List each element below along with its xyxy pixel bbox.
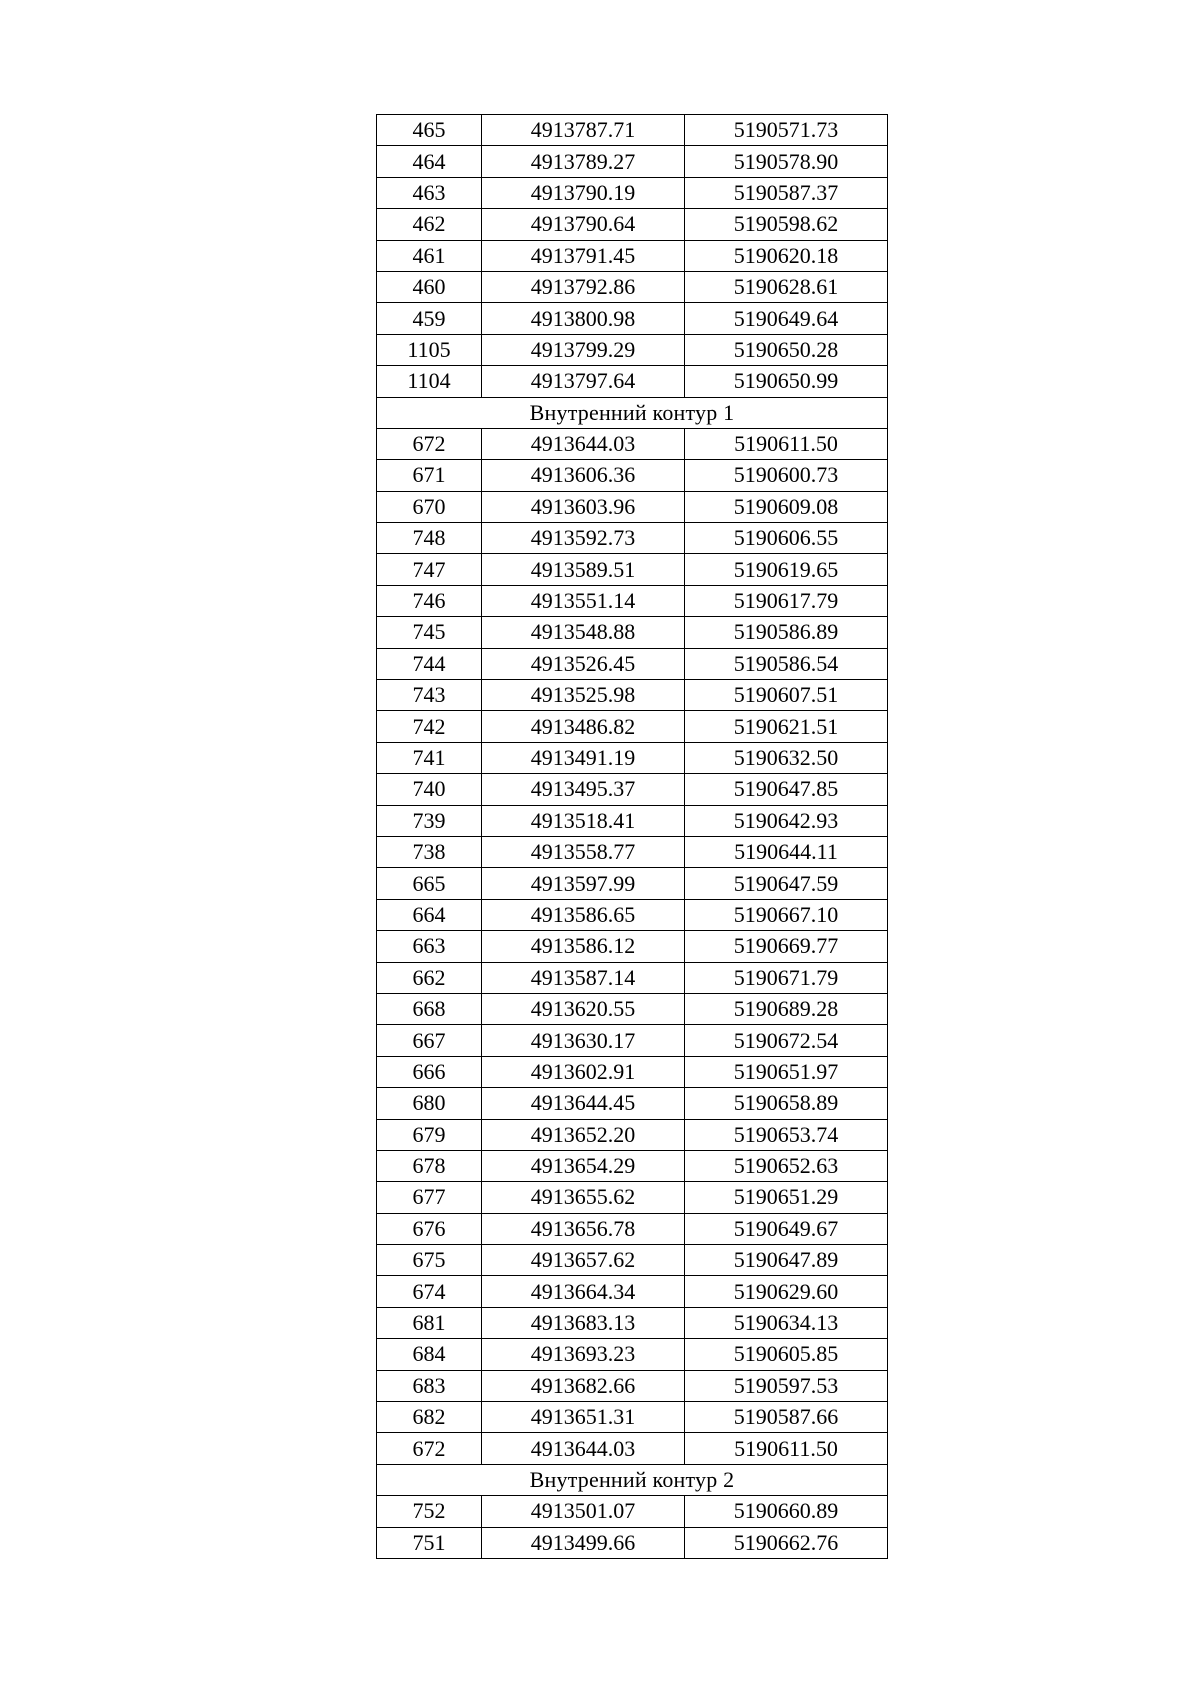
x-coordinate-cell: 4913518.41 — [482, 805, 685, 836]
point-number-cell: 463 — [377, 177, 482, 208]
y-coordinate-cell: 5190658.89 — [685, 1088, 888, 1119]
y-coordinate-cell: 5190652.63 — [685, 1150, 888, 1181]
point-number-cell: 683 — [377, 1370, 482, 1401]
point-number-cell: 671 — [377, 460, 482, 491]
x-coordinate-cell: 4913589.51 — [482, 554, 685, 585]
x-coordinate-cell: 4913602.91 — [482, 1056, 685, 1087]
point-number-cell: 743 — [377, 680, 482, 711]
x-coordinate-cell: 4913620.55 — [482, 993, 685, 1024]
y-coordinate-cell: 5190672.54 — [685, 1025, 888, 1056]
y-coordinate-cell: 5190649.67 — [685, 1213, 888, 1244]
point-number-cell: 747 — [377, 554, 482, 585]
x-coordinate-cell: 4913501.07 — [482, 1496, 685, 1527]
table-row — [377, 774, 888, 805]
x-coordinate-cell: 4913630.17 — [482, 1025, 685, 1056]
table-row — [377, 1527, 888, 1558]
y-coordinate-cell: 5190647.89 — [685, 1245, 888, 1276]
x-coordinate-cell: 4913499.66 — [482, 1527, 685, 1558]
table-row — [377, 523, 888, 554]
table-row — [377, 1056, 888, 1087]
point-number-cell: 680 — [377, 1088, 482, 1119]
x-coordinate-cell: 4913683.13 — [482, 1307, 685, 1338]
x-coordinate-cell: 4913657.62 — [482, 1245, 685, 1276]
y-coordinate-cell: 5190649.64 — [685, 303, 888, 334]
y-coordinate-cell: 5190689.28 — [685, 993, 888, 1024]
x-coordinate-cell: 4913644.03 — [482, 1433, 685, 1464]
section-row — [377, 1464, 888, 1495]
y-coordinate-cell: 5190650.99 — [685, 366, 888, 397]
table-row — [377, 1276, 888, 1307]
x-coordinate-cell: 4913558.77 — [482, 836, 685, 867]
y-coordinate-cell: 5190662.76 — [685, 1527, 888, 1558]
point-number-cell: 674 — [377, 1276, 482, 1307]
y-coordinate-cell: 5190571.73 — [685, 115, 888, 146]
table-row — [377, 962, 888, 993]
point-number-cell: 461 — [377, 240, 482, 271]
table-row — [377, 240, 888, 271]
table-row — [377, 868, 888, 899]
point-number-cell: 677 — [377, 1182, 482, 1213]
point-number-cell: 665 — [377, 868, 482, 899]
table-row — [377, 1088, 888, 1119]
x-coordinate-cell: 4913526.45 — [482, 648, 685, 679]
y-coordinate-cell: 5190586.89 — [685, 617, 888, 648]
point-number-cell: 464 — [377, 146, 482, 177]
point-number-cell: 664 — [377, 899, 482, 930]
point-number-cell: 460 — [377, 271, 482, 302]
y-coordinate-cell: 5190619.65 — [685, 554, 888, 585]
y-coordinate-cell: 5190607.51 — [685, 680, 888, 711]
table-row — [377, 554, 888, 585]
point-number-cell: 742 — [377, 711, 482, 742]
point-number-cell: 741 — [377, 742, 482, 773]
x-coordinate-cell: 4913586.12 — [482, 931, 685, 962]
y-coordinate-cell: 5190642.93 — [685, 805, 888, 836]
y-coordinate-cell: 5190653.74 — [685, 1119, 888, 1150]
table-row — [377, 1370, 888, 1401]
y-coordinate-cell: 5190660.89 — [685, 1496, 888, 1527]
table-row — [377, 1402, 888, 1433]
point-number-cell: 465 — [377, 115, 482, 146]
y-coordinate-cell: 5190617.79 — [685, 585, 888, 616]
x-coordinate-cell: 4913792.86 — [482, 271, 685, 302]
table-row — [377, 428, 888, 459]
table-row — [377, 993, 888, 1024]
point-number-cell: 668 — [377, 993, 482, 1024]
table-row — [377, 585, 888, 616]
point-number-cell: 681 — [377, 1307, 482, 1338]
x-coordinate-cell: 4913548.88 — [482, 617, 685, 648]
section-title: Внутренний контур 2 — [377, 1464, 888, 1495]
table-row — [377, 1245, 888, 1276]
table-row — [377, 742, 888, 773]
table-row — [377, 1433, 888, 1464]
point-number-cell: 682 — [377, 1402, 482, 1433]
x-coordinate-cell: 4913592.73 — [482, 523, 685, 554]
y-coordinate-cell: 5190634.13 — [685, 1307, 888, 1338]
x-coordinate-cell: 4913586.65 — [482, 899, 685, 930]
point-number-cell: 739 — [377, 805, 482, 836]
y-coordinate-cell: 5190620.18 — [685, 240, 888, 271]
x-coordinate-cell: 4913606.36 — [482, 460, 685, 491]
y-coordinate-cell: 5190609.08 — [685, 491, 888, 522]
y-coordinate-cell: 5190644.11 — [685, 836, 888, 867]
y-coordinate-cell: 5190605.85 — [685, 1339, 888, 1370]
point-number-cell: 670 — [377, 491, 482, 522]
x-coordinate-cell: 4913790.19 — [482, 177, 685, 208]
x-coordinate-cell: 4913644.45 — [482, 1088, 685, 1119]
point-number-cell: 745 — [377, 617, 482, 648]
point-number-cell: 676 — [377, 1213, 482, 1244]
y-coordinate-cell: 5190611.50 — [685, 1433, 888, 1464]
y-coordinate-cell: 5190647.59 — [685, 868, 888, 899]
point-number-cell: 684 — [377, 1339, 482, 1370]
table-row — [377, 146, 888, 177]
x-coordinate-cell: 4913787.71 — [482, 115, 685, 146]
table-row — [377, 177, 888, 208]
y-coordinate-cell: 5190650.28 — [685, 334, 888, 365]
x-coordinate-cell: 4913791.45 — [482, 240, 685, 271]
coordinates-table — [376, 114, 888, 1559]
x-coordinate-cell: 4913664.34 — [482, 1276, 685, 1307]
x-coordinate-cell: 4913491.19 — [482, 742, 685, 773]
table-row — [377, 334, 888, 365]
table-row — [377, 115, 888, 146]
table-row — [377, 366, 888, 397]
table-row — [377, 271, 888, 302]
y-coordinate-cell: 5190669.77 — [685, 931, 888, 962]
table-row — [377, 1119, 888, 1150]
table-row — [377, 1213, 888, 1244]
x-coordinate-cell: 4913682.66 — [482, 1370, 685, 1401]
y-coordinate-cell: 5190667.10 — [685, 899, 888, 930]
table-row — [377, 836, 888, 867]
y-coordinate-cell: 5190587.66 — [685, 1402, 888, 1433]
y-coordinate-cell: 5190651.97 — [685, 1056, 888, 1087]
point-number-cell: 666 — [377, 1056, 482, 1087]
table-row — [377, 1150, 888, 1181]
point-number-cell: 675 — [377, 1245, 482, 1276]
section-title: Внутренний контур 1 — [377, 397, 888, 428]
y-coordinate-cell: 5190587.37 — [685, 177, 888, 208]
table-row — [377, 460, 888, 491]
table-row — [377, 1339, 888, 1370]
point-number-cell: 1105 — [377, 334, 482, 365]
table-row — [377, 1025, 888, 1056]
x-coordinate-cell: 4913603.96 — [482, 491, 685, 522]
point-number-cell: 1104 — [377, 366, 482, 397]
table-row — [377, 680, 888, 711]
table-row — [377, 303, 888, 334]
x-coordinate-cell: 4913789.27 — [482, 146, 685, 177]
y-coordinate-cell: 5190600.73 — [685, 460, 888, 491]
point-number-cell: 667 — [377, 1025, 482, 1056]
point-number-cell: 672 — [377, 1433, 482, 1464]
x-coordinate-cell: 4913790.64 — [482, 209, 685, 240]
section-row — [377, 397, 888, 428]
table-row — [377, 491, 888, 522]
coordinates-table-body — [377, 115, 888, 1559]
x-coordinate-cell: 4913644.03 — [482, 428, 685, 459]
point-number-cell: 462 — [377, 209, 482, 240]
y-coordinate-cell: 5190621.51 — [685, 711, 888, 742]
table-row — [377, 1307, 888, 1338]
table-row — [377, 711, 888, 742]
point-number-cell: 679 — [377, 1119, 482, 1150]
x-coordinate-cell: 4913654.29 — [482, 1150, 685, 1181]
table-row — [377, 899, 888, 930]
x-coordinate-cell: 4913486.82 — [482, 711, 685, 742]
x-coordinate-cell: 4913525.98 — [482, 680, 685, 711]
x-coordinate-cell: 4913655.62 — [482, 1182, 685, 1213]
point-number-cell: 751 — [377, 1527, 482, 1558]
x-coordinate-cell: 4913693.23 — [482, 1339, 685, 1370]
y-coordinate-cell: 5190606.55 — [685, 523, 888, 554]
point-number-cell: 672 — [377, 428, 482, 459]
table-row — [377, 805, 888, 836]
point-number-cell: 752 — [377, 1496, 482, 1527]
y-coordinate-cell: 5190632.50 — [685, 742, 888, 773]
y-coordinate-cell: 5190647.85 — [685, 774, 888, 805]
y-coordinate-cell: 5190651.29 — [685, 1182, 888, 1213]
x-coordinate-cell: 4913495.37 — [482, 774, 685, 805]
x-coordinate-cell: 4913652.20 — [482, 1119, 685, 1150]
point-number-cell: 662 — [377, 962, 482, 993]
table-row — [377, 648, 888, 679]
table-row — [377, 617, 888, 648]
x-coordinate-cell: 4913651.31 — [482, 1402, 685, 1433]
y-coordinate-cell: 5190611.50 — [685, 428, 888, 459]
point-number-cell: 744 — [377, 648, 482, 679]
table-row — [377, 1182, 888, 1213]
point-number-cell: 740 — [377, 774, 482, 805]
x-coordinate-cell: 4913656.78 — [482, 1213, 685, 1244]
y-coordinate-cell: 5190586.54 — [685, 648, 888, 679]
point-number-cell: 678 — [377, 1150, 482, 1181]
x-coordinate-cell: 4913797.64 — [482, 366, 685, 397]
table-row — [377, 931, 888, 962]
point-number-cell: 663 — [377, 931, 482, 962]
y-coordinate-cell: 5190671.79 — [685, 962, 888, 993]
x-coordinate-cell: 4913587.14 — [482, 962, 685, 993]
point-number-cell: 748 — [377, 523, 482, 554]
x-coordinate-cell: 4913551.14 — [482, 585, 685, 616]
point-number-cell: 738 — [377, 836, 482, 867]
table-row — [377, 209, 888, 240]
y-coordinate-cell: 5190628.61 — [685, 271, 888, 302]
y-coordinate-cell: 5190578.90 — [685, 146, 888, 177]
y-coordinate-cell: 5190597.53 — [685, 1370, 888, 1401]
y-coordinate-cell: 5190598.62 — [685, 209, 888, 240]
table-row — [377, 1496, 888, 1527]
y-coordinate-cell: 5190629.60 — [685, 1276, 888, 1307]
x-coordinate-cell: 4913597.99 — [482, 868, 685, 899]
x-coordinate-cell: 4913800.98 — [482, 303, 685, 334]
point-number-cell: 746 — [377, 585, 482, 616]
x-coordinate-cell: 4913799.29 — [482, 334, 685, 365]
point-number-cell: 459 — [377, 303, 482, 334]
